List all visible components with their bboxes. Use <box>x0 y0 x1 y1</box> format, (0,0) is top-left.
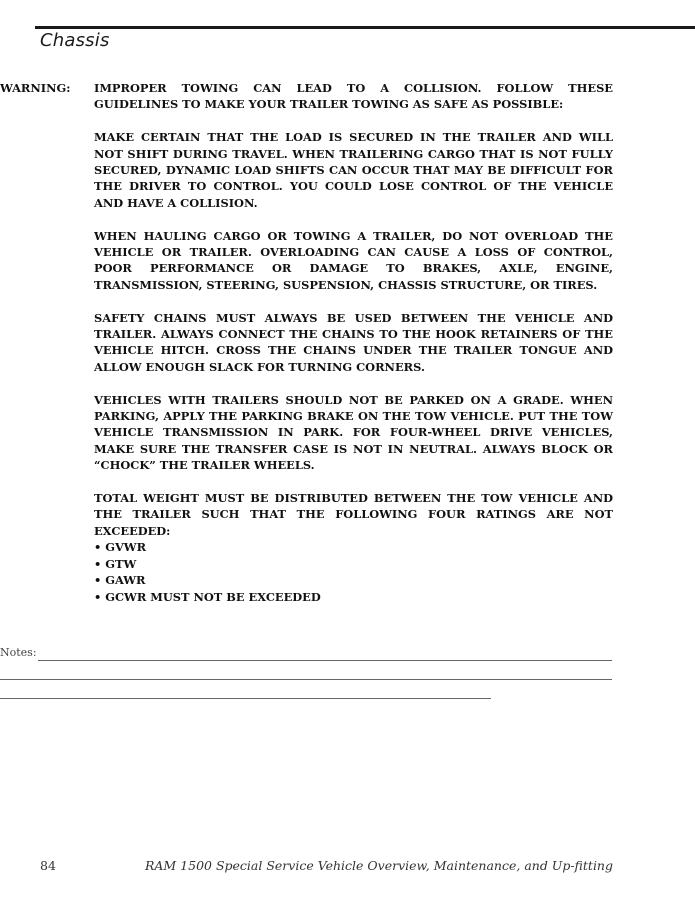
page-number: 84 <box>40 858 56 873</box>
warning-paragraph: SAFETY CHAINS MUST ALWAYS BE USED BETWEEN THE VEHICLE AND TRAILER. ALWAYS CONNECT THE CHAINS TO THE HOOK RETAINERS OF THE VEHICLE HITCH. CROSS THE CHAINS UNDER THE TRAILER TONGUE AND ALLOW ENOUGH SLACK FOR TURNING CORNERS. <box>94 310 613 374</box>
ratings-list <box>94 539 613 605</box>
warning-label: WARNING: <box>0 81 71 95</box>
notes-rule <box>0 679 612 680</box>
notes-line[interactable] <box>0 684 614 703</box>
document-title: RAM 1500 Special Service Vehicle Overview, Maintenance, and Up-fitting <box>144 858 613 873</box>
notes-line[interactable] <box>0 665 614 684</box>
list-item: • GTW <box>94 556 137 571</box>
warning-paragraph: WHEN HAULING CARGO OR TOWING A TRAILER, DO NOT OVERLOAD THE VEHICLE OR TRAILER. OVERLOADING CAN CAUSE A LOSS OF CONTROL, POOR PERFORMANCE OR DAMAGE TO BRAKES, AXLE, ENGINE, TRANSMISSION, STEERING, SUSPENSION, CHASSIS STRUCTURE, OR TIRES. <box>94 228 613 292</box>
notes-rule <box>38 660 612 661</box>
warning-paragraph: VEHICLES WITH TRAILERS SHOULD NOT BE PARKED ON A GRADE. WHEN PARKING, APPLY THE PARKING BRAKE ON THE TOW VEHICLE. PUT THE TOW VEHICLE TRANSMISSION IN PARK. FOR FOUR-WHEEL DRIVE VEHICLES, MAKE SURE THE TRANSFER CASE IS NOT IN NEUTRAL. ALWAYS BLOCK OR “CHOCK” THE TRAILER WHEELS. <box>94 392 613 473</box>
section-title: Chassis <box>40 30 110 51</box>
warning-paragraph: TOTAL WEIGHT MUST BE DISTRIBUTED BETWEEN THE TOW VEHICLE AND THE TRAILER SUCH THAT THE FOLLOWING FOUR RATINGS ARE NOT EXCEEDED: <box>94 491 613 538</box>
notes-line[interactable] <box>0 646 614 665</box>
notes-label: Notes: <box>0 646 37 659</box>
notes-section <box>0 646 614 703</box>
list-item: • GCWR MUST NOT BE EXCEEDED <box>94 589 321 604</box>
warning-body <box>94 80 613 605</box>
header-rule <box>35 26 695 29</box>
list-item: • GVWR <box>94 540 147 555</box>
warning-paragraph: IMPROPER TOWING CAN LEAD TO A COLLISION. FOLLOW THESE GUIDELINES TO MAKE YOUR TRAILER TOWING AS SAFE AS POSSIBLE: <box>94 81 613 112</box>
notes-rule <box>0 698 491 699</box>
list-item: • GAWR <box>94 573 146 588</box>
warning-paragraph: MAKE CERTAIN THAT THE LOAD IS SECURED IN THE TRAILER AND WILL NOT SHIFT DURING TRAVEL. WHEN TRAILERING CARGO THAT IS NOT FULLY SECURED, DYNAMIC LOAD SHIFTS CAN OCCUR THAT MAY BE DIFFICULT FOR THE DRIVER TO CONTROL. YOU COULD LOSE CONTROL OF THE VEHICLE AND HAVE A COLLISION. <box>94 130 613 210</box>
